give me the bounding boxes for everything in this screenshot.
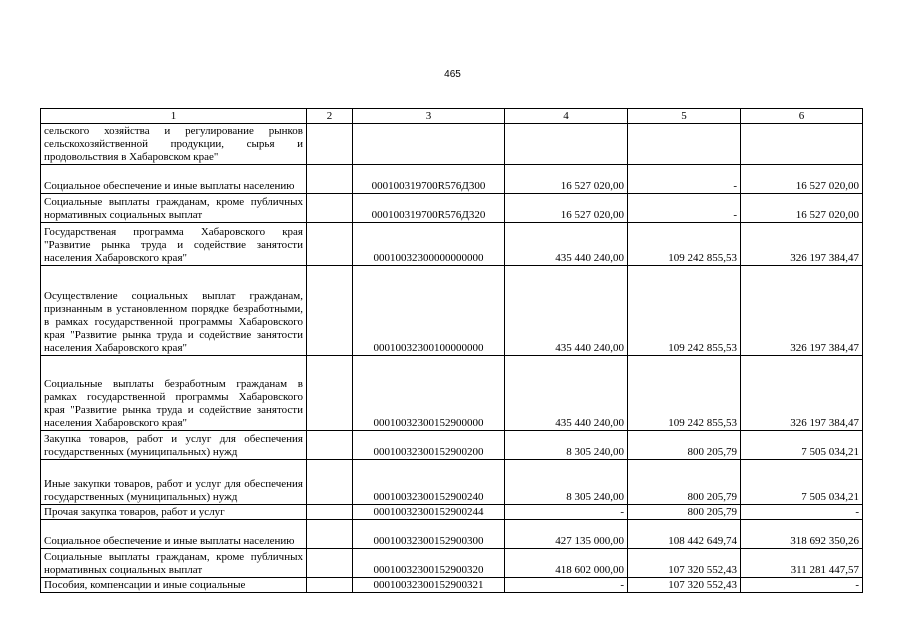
row-code: 000100319700R576Д320 [353,194,505,223]
row-name: Пособия, компенсации и иные социальные [41,578,307,593]
row-value-6: 16 527 020,00 [741,194,863,223]
row-value-4: 418 602 000,00 [505,549,628,578]
row-value-4: 435 440 240,00 [505,356,628,431]
row-value-6 [741,124,863,165]
row-value-5: 800 205,79 [628,505,741,520]
row-value-5: 800 205,79 [628,460,741,505]
row-name: сельского хозяйства и регулирование рынков сельскохозяйственной продукции, сырья и продовольствия в Хабаровском крае" [41,124,307,165]
row-name: Социальные выплаты гражданам, кроме публичных нормативных социальных выплат [41,194,307,223]
row-value-6: 326 197 384,47 [741,266,863,356]
row-col2 [307,520,353,549]
page-number: 465 [444,69,461,80]
budget-table [40,108,863,593]
row-col2 [307,124,353,165]
row-value-6: 7 505 034,21 [741,431,863,460]
row-value-4: 435 440 240,00 [505,266,628,356]
row-value-6: 326 197 384,47 [741,356,863,431]
row-col2 [307,549,353,578]
table-row [41,505,863,520]
row-value-4: 8 305 240,00 [505,431,628,460]
row-code: 00010032300152900000 [353,356,505,431]
row-value-5: 107 320 552,43 [628,549,741,578]
row-col2 [307,165,353,194]
table-row [41,460,863,505]
column-header-2: 2 [307,109,353,124]
table-row [41,431,863,460]
row-code [353,124,505,165]
row-name: Социальное обеспечение и иные выплаты населению [41,520,307,549]
table-row [41,549,863,578]
table-row [41,520,863,549]
row-code: 00010032300152900321 [353,578,505,593]
row-name: Закупка товаров, работ и услуг для обеспечения государственных (муниципальных) нужд [41,431,307,460]
row-value-6: 311 281 447,57 [741,549,863,578]
row-code: 000100319700R576Д300 [353,165,505,194]
table-row [41,356,863,431]
column-header-4: 4 [505,109,628,124]
row-code: 00010032300152900300 [353,520,505,549]
table-row [41,266,863,356]
row-value-4: 435 440 240,00 [505,223,628,266]
row-value-6: 318 692 350,26 [741,520,863,549]
row-value-5: 109 242 855,53 [628,266,741,356]
row-name: Прочая закупка товаров, работ и услуг [41,505,307,520]
table-row [41,165,863,194]
row-col2 [307,194,353,223]
row-col2 [307,460,353,505]
row-name: Социальные выплаты гражданам, кроме публичных нормативных социальных выплат [41,549,307,578]
table-row [41,578,863,593]
row-value-5: 109 242 855,53 [628,223,741,266]
row-name: Социальные выплаты безработным гражданам в рамках государственной программы Хабаровского края "Развитие рынка труда и содействие занятости населения Хабаровского края" [41,356,307,431]
row-code: 00010032300152900244 [353,505,505,520]
table-header-row [41,109,863,124]
row-value-4 [505,124,628,165]
row-value-5: 107 320 552,43 [628,578,741,593]
row-col2 [307,431,353,460]
row-value-5: - [628,194,741,223]
row-col2 [307,266,353,356]
row-value-5: - [628,165,741,194]
row-value-5: 108 442 649,74 [628,520,741,549]
column-header-3: 3 [353,109,505,124]
row-value-6: 326 197 384,47 [741,223,863,266]
row-name: Иные закупки товаров, работ и услуг для обеспечения государственных (муниципальных) нужд [41,460,307,505]
row-code: 00010032300000000000 [353,223,505,266]
column-header-6: 6 [741,109,863,124]
column-header-1: 1 [41,109,307,124]
row-value-6: - [741,578,863,593]
row-value-4: 8 305 240,00 [505,460,628,505]
row-value-6: - [741,505,863,520]
table-row [41,223,863,266]
row-value-5 [628,124,741,165]
row-name: Государственая программа Хабаровского края "Развитие рынка труда и содействие занятости населения Хабаровского края" [41,223,307,266]
row-value-4: - [505,505,628,520]
row-code: 00010032300152900240 [353,460,505,505]
row-col2 [307,505,353,520]
row-value-4: 16 527 020,00 [505,194,628,223]
column-header-5: 5 [628,109,741,124]
table-row [41,194,863,223]
row-value-4: 427 135 000,00 [505,520,628,549]
row-col2 [307,578,353,593]
row-code: 00010032300100000000 [353,266,505,356]
row-value-5: 109 242 855,53 [628,356,741,431]
row-value-4: 16 527 020,00 [505,165,628,194]
row-code: 00010032300152900320 [353,549,505,578]
table-row [41,124,863,165]
row-name: Осуществление социальных выплат гражданам, признанным в установленном порядке безработными, в рамках государственной программы Хабаровского края "Развитие рынка труда и содействие занятости населения Хабаровского края" [41,266,307,356]
row-code: 00010032300152900200 [353,431,505,460]
row-value-5: 800 205,79 [628,431,741,460]
row-col2 [307,356,353,431]
row-name: Социальное обеспечение и иные выплаты населению [41,165,307,194]
row-value-4: - [505,578,628,593]
row-col2 [307,223,353,266]
row-value-6: 16 527 020,00 [741,165,863,194]
row-value-6: 7 505 034,21 [741,460,863,505]
